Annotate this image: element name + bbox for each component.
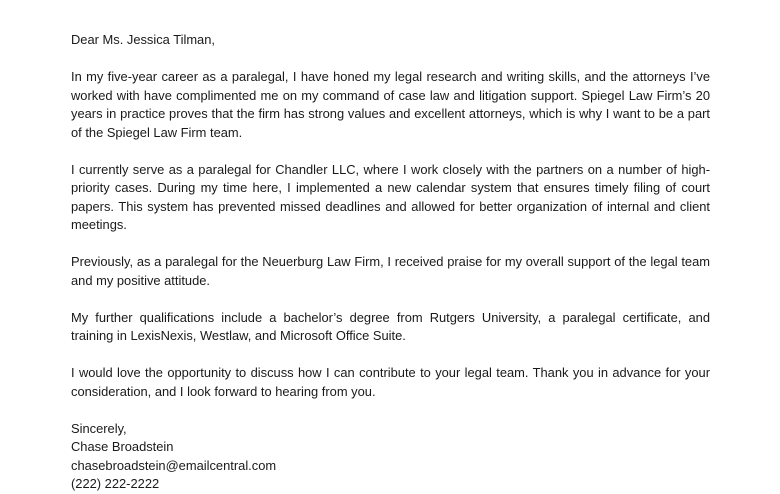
signature-block xyxy=(71,420,710,494)
paragraph-qualifications: My further qualifications include a bachelor’s degree from Rutgers University, a paralegal certificate, and training in LexisNexis, Westlaw, and Microsoft Office Suite. xyxy=(71,309,710,343)
paragraph-current-role: I currently serve as a paralegal for Chandler LLC, where I work closely with the partners on a number of high-priority cases. During my time here, I implemented a new calendar system that ensures timely filing of court papers. This system has prevented missed deadlines and allowed for better organization of internal and client meetings. xyxy=(71,161,710,232)
valediction: Sincerely, xyxy=(71,420,127,436)
paragraph-intro: In my five-year career as a paralegal, I have honed my legal research and writing skills, and the attorneys I’ve worked with have complimented me on my command of case law and litigation support. Spiegel Law Firm’s 20 years in practice proves that the firm has strong values and excellent attorneys, which is why I want to be a part of the Spiegel Law Firm team. xyxy=(71,69,710,140)
salutation: Dear Ms. Jessica Tilman, xyxy=(71,32,215,47)
signer-name: Chase Broadstein xyxy=(71,439,174,454)
signer-phone: (222) 222-2222 xyxy=(71,476,160,491)
signer-email: chasebroadstein@emailcentral.com xyxy=(71,457,277,473)
paragraph-closing: I would love the opportunity to discuss how I can contribute to your legal team. Thank you in advance for your consideration, and I look forward to hearing from you. xyxy=(71,365,710,399)
cover-letter xyxy=(71,31,710,494)
paragraph-previous-role: Previously, as a paralegal for the Neuerburg Law Firm, I received praise for my overall support of the legal team and my positive attitude. xyxy=(71,254,710,288)
